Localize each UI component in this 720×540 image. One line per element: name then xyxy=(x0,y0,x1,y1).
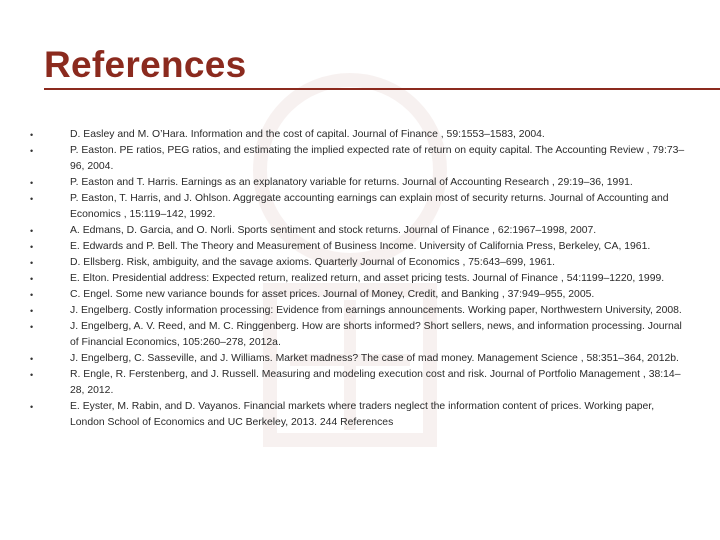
reference-text: J. Engelberg, A. V. Reed, and M. C. Ringgenberg. How are shorts informed? Short sellers, news, and information processing. Journal of Financial Economics, 105:260–278, 2012a. xyxy=(70,321,682,348)
bullet-icon: • xyxy=(30,274,34,284)
bullet-icon: • xyxy=(30,242,34,252)
bullet-icon: • xyxy=(30,402,34,412)
bullet-icon: • xyxy=(30,306,34,316)
reference-item xyxy=(30,127,690,143)
reference-item xyxy=(30,319,690,351)
reference-text: J. Engelberg, C. Sasseville, and J. Williams. Market madness? The case of mad money. Management Science , 58:351–364, 2012b. xyxy=(70,353,679,364)
reference-text: R. Engle, R. Ferstenberg, and J. Russell. Measuring and modeling execution cost and risk. Journal of Portfolio Management , 38:14–28, 2012. xyxy=(70,369,681,396)
reference-list xyxy=(30,127,690,431)
reference-item xyxy=(30,399,690,431)
bullet-icon: • xyxy=(30,146,34,156)
reference-item xyxy=(30,143,690,175)
reference-item xyxy=(30,303,690,319)
bullet-icon: • xyxy=(30,354,34,364)
reference-item xyxy=(30,223,690,239)
reference-text: E. Edwards and P. Bell. The Theory and Measurement of Business Income. University of California Press, Berkeley, CA, 1961. xyxy=(70,241,651,252)
reference-text: E. Elton. Presidential address: Expected return, realized return, and asset pricing tests. Journal of Finance , 54:1199–1220, 1999. xyxy=(70,273,665,284)
bullet-icon: • xyxy=(30,258,34,268)
reference-item xyxy=(30,191,690,223)
bullet-icon: • xyxy=(30,226,34,236)
reference-item xyxy=(30,255,690,271)
reference-item xyxy=(30,351,690,367)
bullet-icon: • xyxy=(30,130,34,140)
reference-text: D. Easley and M. O’Hara. Information and the cost of capital. Journal of Finance , 59:1553–1583, 2004. xyxy=(70,129,545,140)
reference-text: P. Easton. PE ratios, PEG ratios, and estimating the implied expected rate of return on equity capital. The Accounting Review , 79:73–96, 2004. xyxy=(70,145,685,172)
reference-text: E. Eyster, M. Rabin, and D. Vayanos. Financial markets where traders neglect the information content of prices. Working paper, London School of Economics and UC Berkeley, 2013. 244 References xyxy=(70,401,655,428)
bullet-icon: • xyxy=(30,322,34,332)
reference-text: D. Ellsberg. Risk, ambiguity, and the savage axioms. Quarterly Journal of Economics , 75:643–699, 1961. xyxy=(70,257,555,268)
bullet-icon: • xyxy=(30,194,34,204)
reference-text: J. Engelberg. Costly information processing: Evidence from earnings announcements. Working paper, Northwestern University, 2008. xyxy=(70,305,682,316)
slide-title: References xyxy=(44,44,247,85)
reference-item xyxy=(30,175,690,191)
bullet-icon: • xyxy=(30,178,34,188)
reference-item xyxy=(30,287,690,303)
bullet-icon: • xyxy=(30,290,34,300)
reference-text: C. Engel. Some new variance bounds for asset prices. Journal of Money, Credit, and Banking , 37:949–955, 2005. xyxy=(70,289,595,300)
reference-text: P. Easton, T. Harris, and J. Ohlson. Aggregate accounting earnings can explain most of security returns. Journal of Accounting and Economics , 15:119–142, 1992. xyxy=(70,193,669,220)
reference-item xyxy=(30,271,690,287)
bullet-icon: • xyxy=(30,370,34,380)
reference-item xyxy=(30,239,690,255)
reference-text: P. Easton and T. Harris. Earnings as an explanatory variable for returns. Journal of Accounting Research , 29:19–36, 1991. xyxy=(70,177,633,188)
reference-text: A. Edmans, D. Garcia, and O. Norli. Sports sentiment and stock returns. Journal of Finance , 62:1967–1998, 2007. xyxy=(70,225,597,236)
reference-item xyxy=(30,367,690,399)
